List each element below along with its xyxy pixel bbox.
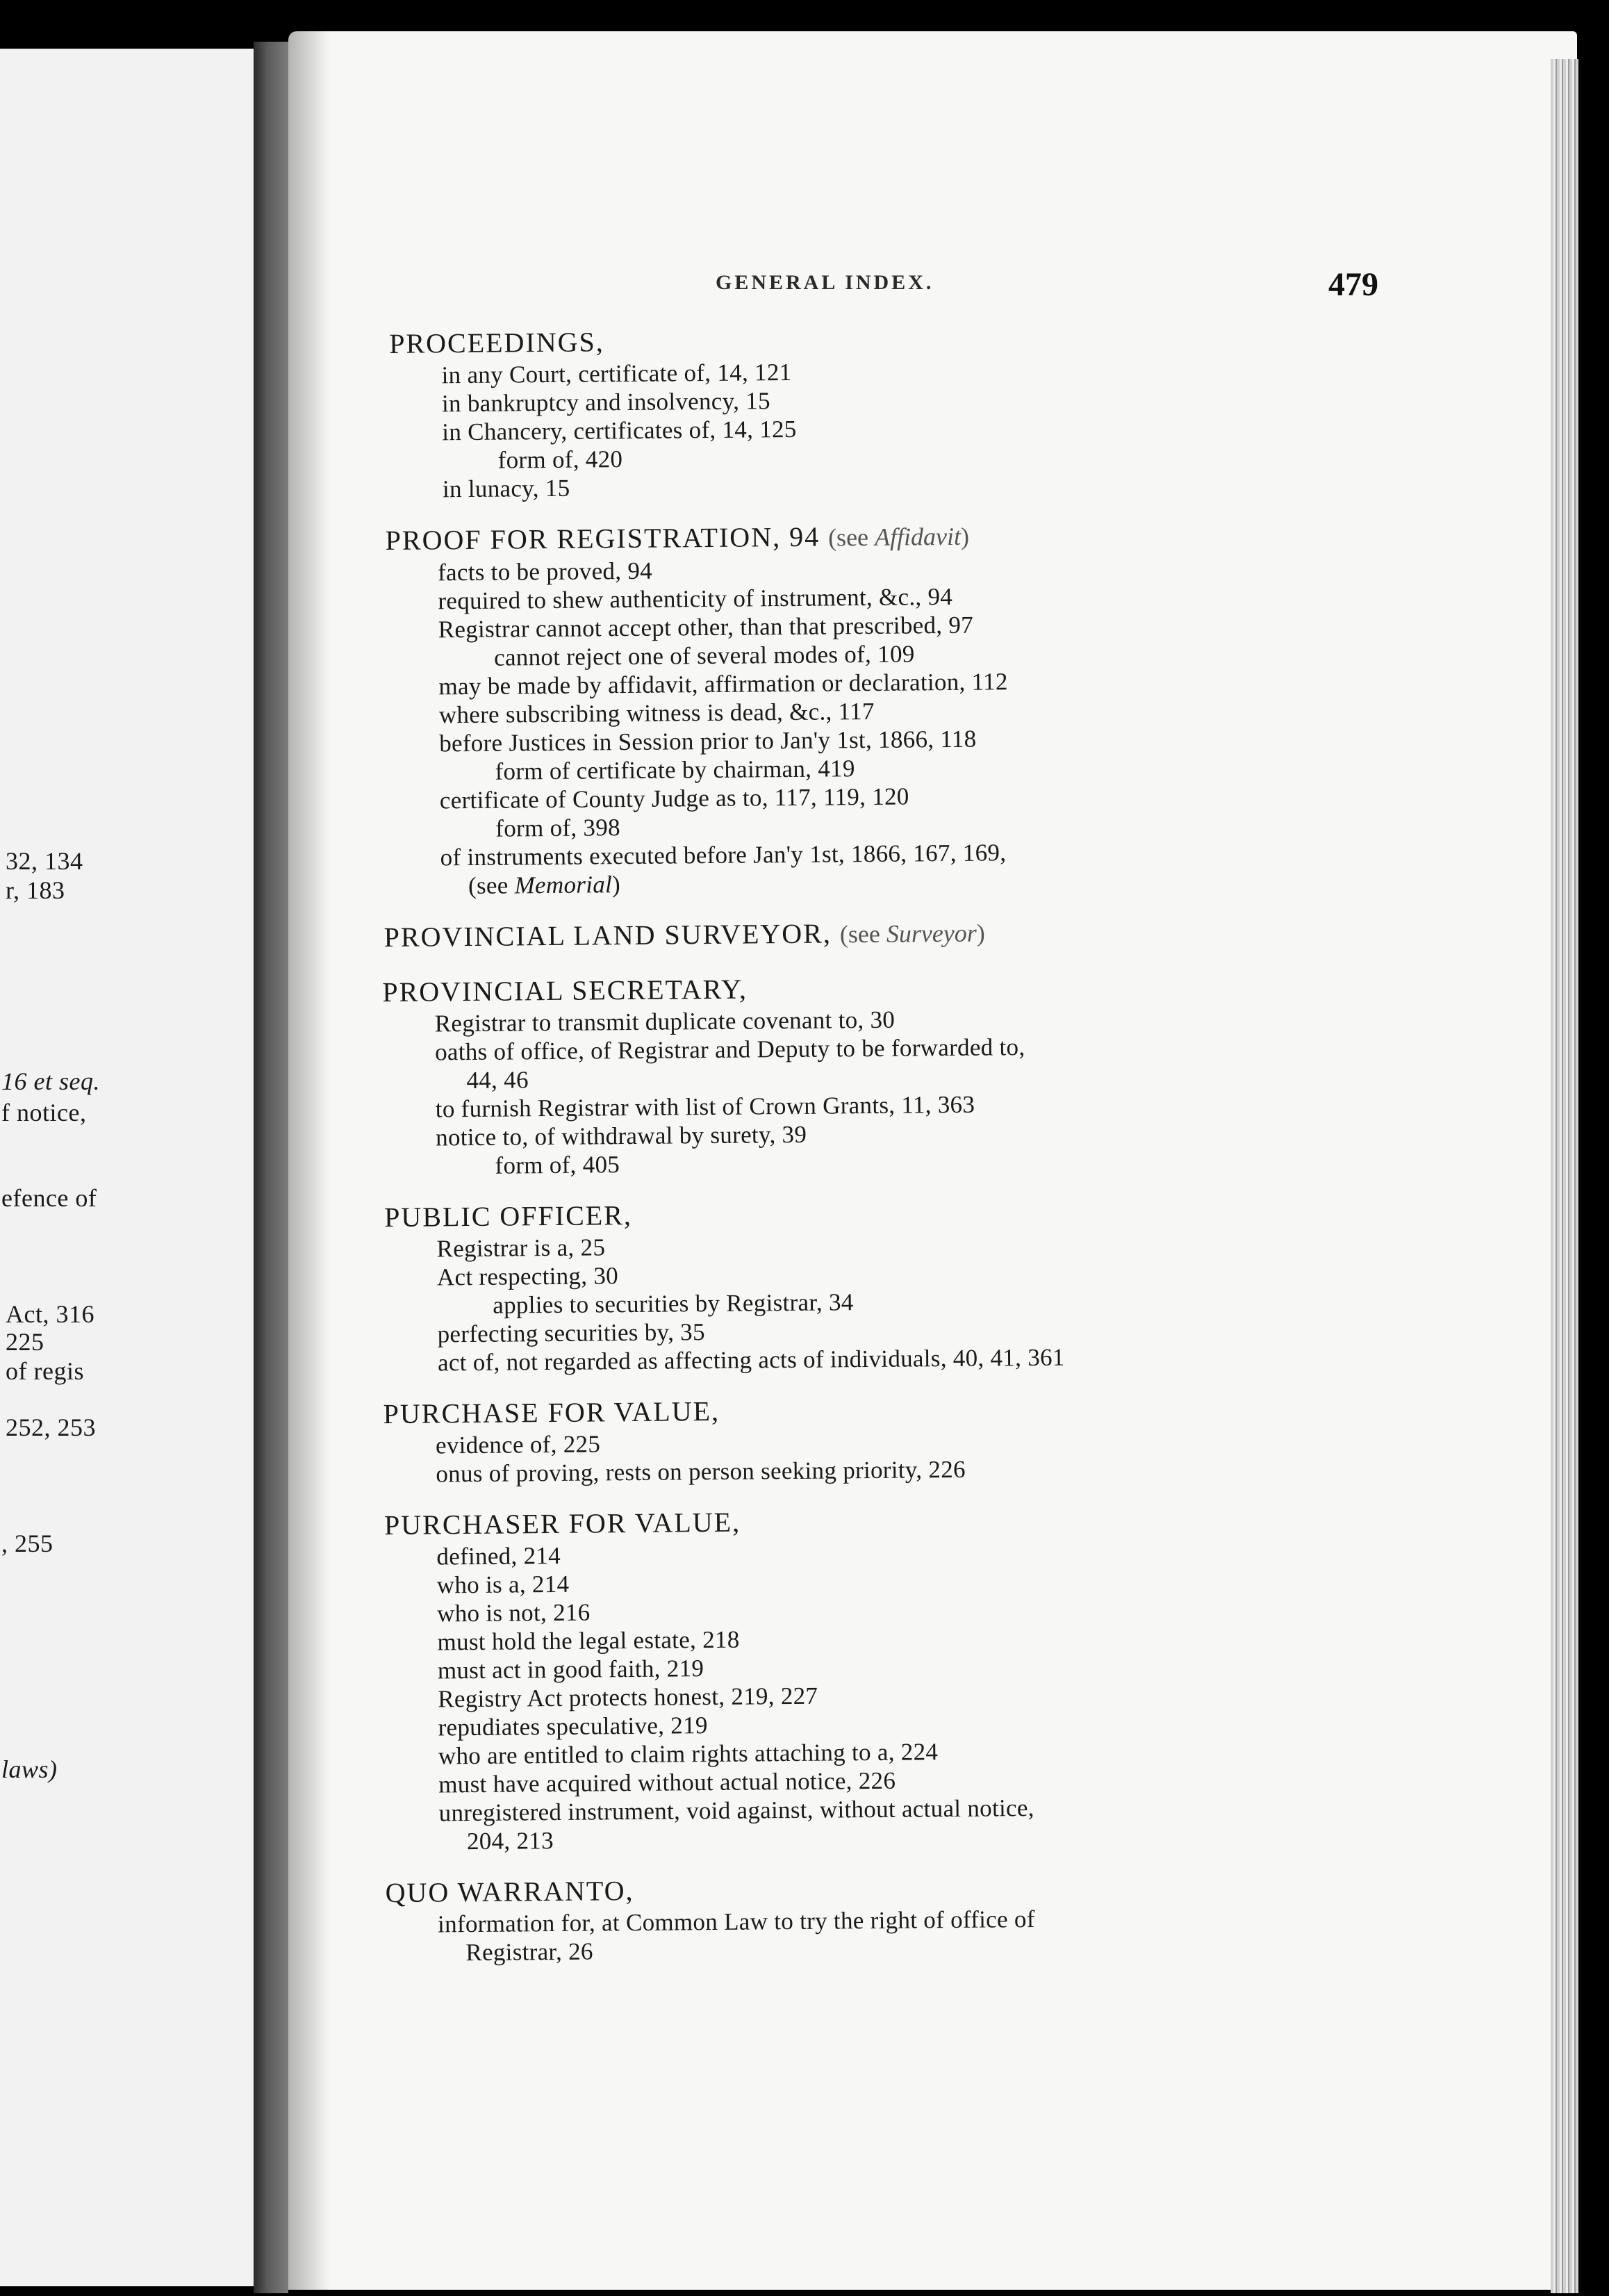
cross-reference — [840, 919, 985, 949]
entry-heading: PUBLIC OFFICER, — [383, 1199, 633, 1233]
subentry: facts to be proved, 94 — [437, 557, 653, 587]
subentry: repudiates speculative, 219 — [438, 1712, 708, 1741]
see-target: Memorial — [514, 871, 613, 899]
subentry: in any Court, certificate of, 14, 121 — [441, 358, 792, 389]
subentry: oaths of office, of Registrar and Deputy to be forwarded to, — [434, 1033, 1025, 1066]
page-curl-shadow — [288, 31, 330, 2290]
subentry: Registrar to transmit duplicate covenant to, 30 — [434, 1006, 896, 1038]
see-prefix: (see — [827, 523, 875, 552]
entry-heading — [383, 912, 1380, 956]
subentry: cannot reject one of several modes of, 109 — [493, 640, 915, 671]
see-target: Surveyor — [886, 919, 977, 948]
subentry-continuation: Registrar, 26 — [465, 1937, 593, 1967]
book-gutter — [254, 42, 288, 2293]
subentry: in lunacy, 15 — [442, 474, 570, 503]
subentry: Registrar is a, 25 — [436, 1233, 606, 1263]
left-fragment: of regis — [6, 1357, 84, 1385]
subentry: to furnish Registrar with list of Crown Grants, 11, 363 — [435, 1090, 975, 1123]
see-prefix: (see — [839, 919, 887, 949]
see-suffix: ) — [960, 522, 970, 550]
subentry: notice to, of withdrawal by surety, 39 — [436, 1120, 807, 1151]
left-fragment: 16 et seq. — [1, 1067, 100, 1095]
subentry: who is not, 216 — [436, 1598, 591, 1627]
subentry: who are entitled to claim rights attaching to a, 224 — [438, 1738, 939, 1770]
subentry-continuation: 44, 46 — [466, 1066, 529, 1094]
index-entry-quo-warranto — [385, 1867, 1389, 1968]
index-entry-provincial-secretary — [382, 967, 1383, 1181]
subentry: form of, 420 — [497, 445, 623, 474]
left-facing-page — [0, 49, 254, 2286]
subentry: information for, at Common Law to try the right of office of — [437, 1905, 1035, 1938]
subentry: form of, 398 — [495, 814, 621, 842]
subentry: certificate of County Judge as to, 117, 119, 120 — [439, 782, 909, 814]
left-fragment: laws) — [1, 1755, 58, 1783]
subentry: defined, 214 — [436, 1541, 561, 1571]
page-edge-stack — [1551, 59, 1578, 2293]
subentry: perfecting securities by, 35 — [437, 1318, 705, 1348]
page-number: 479 — [1328, 266, 1378, 303]
entry-heading: QUO WARRANTO, — [385, 1875, 634, 1909]
subentry: Registry Act protects honest, 219, 227 — [438, 1682, 818, 1713]
entry-heading: PROCEEDINGS, — [389, 326, 604, 359]
subentry: onus of proving, rests on person seeking priority, 226 — [436, 1455, 966, 1488]
left-fragment: , 255 — [1, 1530, 53, 1557]
subentry: before Justices in Session prior to Jan'y 1st, 1866, 118 — [439, 725, 977, 757]
subentry: form of, 405 — [495, 1151, 620, 1179]
subentry: who is a, 214 — [436, 1570, 570, 1599]
subentry: must hold the legal estate, 218 — [437, 1625, 740, 1656]
entry-heading-text: PROVINCIAL LAND SURVEYOR, — [383, 917, 832, 953]
index-entry-proof-for-registration — [385, 515, 1380, 901]
subentry: applies to securities by Registrar, 34 — [493, 1288, 854, 1319]
subentry: may be made by affidavit, affirmation or declaration, 112 — [438, 668, 1008, 700]
index-entry-public-officer — [384, 1192, 1385, 1378]
see-target: Affidavit — [874, 522, 962, 551]
left-fragment: f notice, — [1, 1099, 87, 1126]
left-fragment: r, 183 — [6, 876, 65, 904]
cross-reference — [828, 523, 969, 552]
see-suffix: ) — [611, 871, 621, 899]
see-suffix: ) — [976, 919, 985, 947]
index-entry-purchaser-for-value — [384, 1500, 1389, 1857]
subentry: required to shew authenticity of instrument, &c., 94 — [438, 582, 953, 615]
see-prefix: (see — [468, 871, 515, 900]
index-body — [382, 318, 1390, 1987]
entry-heading: PURCHASE FOR VALUE, — [383, 1395, 720, 1430]
left-fragment: efence of — [1, 1184, 97, 1212]
index-entry-provincial-land-surveyor — [383, 912, 1380, 956]
subentry: in bankruptcy and insolvency, 15 — [441, 387, 771, 418]
subentry: must act in good faith, 219 — [437, 1655, 704, 1684]
subentry: of instruments executed before Jan'y 1st, 1866, 167, 169, — [440, 839, 1007, 871]
running-head: GENERAL INDEX. — [716, 271, 934, 294]
left-fragment: 225 — [6, 1328, 44, 1356]
subentry: Registrar cannot accept other, than that prescribed, 97 — [438, 611, 974, 643]
left-fragment: 32, 134 — [6, 847, 83, 875]
subentry: must have acquired without actual notice, 226 — [438, 1766, 896, 1798]
subentry: form of certificate by chairman, 419 — [495, 755, 855, 785]
subentry: where subscribing witness is dead, &c., 117 — [438, 697, 875, 729]
index-entry-purchase-for-value — [383, 1388, 1385, 1489]
left-fragment: Act, 316 — [6, 1300, 94, 1328]
subentry: Act respecting, 30 — [436, 1262, 619, 1291]
subentry-continuation: 204, 213 — [466, 1827, 554, 1855]
entry-heading-text: PROOF FOR REGISTRATION, 94 — [385, 520, 820, 557]
subentry: act of, not regarded as affecting acts of individuals, 40, 41, 361 — [437, 1343, 1065, 1377]
subentry: unregistered instrument, void against, without actual notice, — [438, 1794, 1034, 1827]
subentry: in Chancery, certificates of, 14, 125 — [442, 415, 797, 446]
entry-heading: PURCHASER FOR VALUE, — [383, 1506, 741, 1541]
left-fragment: 252, 253 — [6, 1413, 96, 1441]
entry-heading: PROVINCIAL SECRETARY, — [382, 973, 748, 1008]
subentry: evidence of, 225 — [435, 1430, 601, 1459]
index-entry-proceedings — [389, 318, 1377, 504]
